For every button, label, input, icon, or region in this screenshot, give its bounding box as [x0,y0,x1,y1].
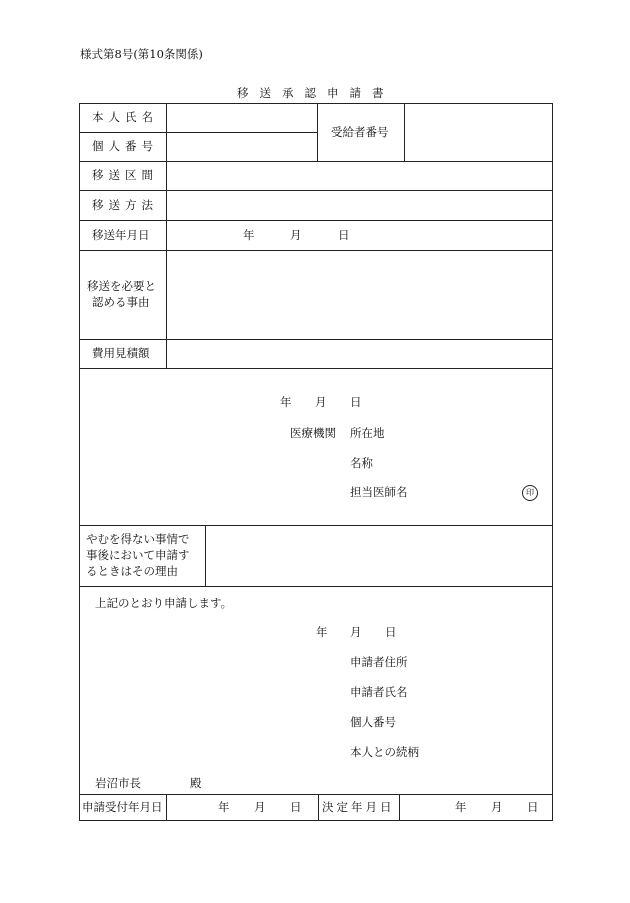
application-statement: 上記のとおり申請します。 [95,596,233,610]
transport-section-label: 移送区間 [92,168,158,182]
name-label: 本人氏名 [92,110,158,124]
transport-date-month: 月 [290,228,302,242]
column-divider [166,794,167,821]
row-divider [79,368,553,369]
label-column-divider [166,103,167,368]
transport-date-label: 移送年月日 [92,228,150,242]
unavoidable-label-line2: 事後において申請す [86,548,190,562]
addressee: 岩沼市長 [95,776,141,790]
medical-date-month: 月 [315,395,327,409]
personal-number-label: 個人番号 [92,139,158,153]
relationship-label: 本人との続柄 [350,745,419,759]
column-divider [318,794,319,821]
receipt-date-day: 日 [290,800,302,814]
medical-institution-label: 医療機関 [290,426,336,440]
application-date-month: 月 [350,625,362,639]
row-divider [79,161,553,162]
transport-date-day: 日 [338,228,350,242]
column-divider [399,794,400,821]
application-date-day: 日 [385,625,397,639]
reason-label-line2: 認める事由 [92,295,150,309]
unavoidable-label-line1: やむを得ない事情で [86,532,190,546]
medical-name-label: 名称 [350,456,373,470]
transport-date-year: 年 [243,228,255,242]
medical-address-label: 所在地 [350,426,385,440]
form-title: 移送承認申請書 [237,86,395,100]
row-divider [79,525,553,526]
receipt-date-year: 年 [218,800,230,814]
row-divider [79,190,553,191]
row-divider [79,339,553,340]
receipt-date-label: 申請受付年月日 [82,800,163,814]
recipient-number-label: 受給者番号 [331,125,389,139]
seal-mark: 印 [522,485,538,501]
decision-date-label: 決定年月日 [322,800,395,814]
column-divider [404,103,405,161]
cost-estimate-label: 費用見積額 [92,346,150,360]
applicant-address-label: 申請者住所 [350,655,408,669]
decision-date-month: 月 [491,800,503,814]
row-divider [79,220,553,221]
column-divider [205,525,206,586]
receipt-date-month: 月 [254,800,266,814]
decision-date-year: 年 [455,800,467,814]
medical-date-year: 年 [280,395,292,409]
honorific: 殿 [190,776,202,790]
unavoidable-label-line3: るときはその理由 [86,564,178,578]
column-divider [317,103,318,161]
decision-date-day: 日 [527,800,539,814]
reason-label-line1: 移送を必要と [87,279,156,293]
form-number-label: 様式第8号(第10条関係) [80,47,203,61]
row-divider [79,250,553,251]
transport-method-label: 移送方法 [92,198,158,212]
doctor-name-label: 担当医師名 [350,485,408,499]
applicant-name-label: 申請者氏名 [350,685,408,699]
application-date-year: 年 [316,625,328,639]
row-divider [79,132,317,133]
row-divider [79,586,553,587]
medical-date-day: 日 [350,395,362,409]
applicant-personal-number-label: 個人番号 [350,715,396,729]
